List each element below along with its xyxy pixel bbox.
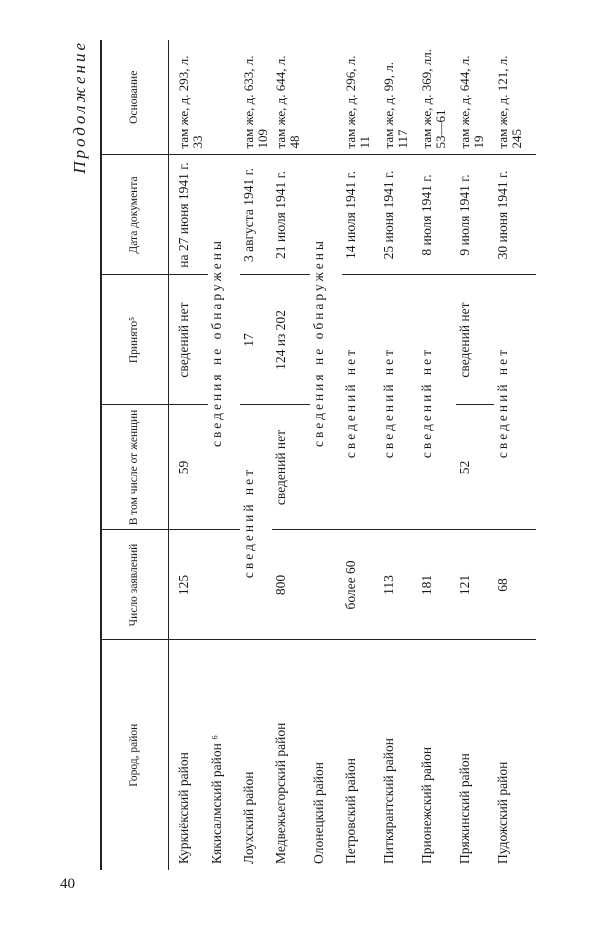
table-row	[342, 40, 380, 870]
merged-note: сведений нет	[494, 275, 536, 530]
header-document-date: Дата документа	[101, 155, 169, 275]
document-date: 25 июня 1941 г.	[380, 155, 418, 275]
header-women-count: В том числе от женщин	[101, 405, 169, 530]
applications-count: 800	[272, 530, 310, 640]
registration-table	[100, 40, 536, 870]
accepted-value: сведений нет	[456, 275, 494, 405]
basis-reference: там же, д. 293, л. 33	[169, 40, 208, 155]
district-name: Куркиёкский район	[176, 752, 191, 864]
accepted-value: 124 из 202	[272, 275, 310, 405]
merged-note: сведения не обнаружены	[310, 155, 342, 530]
document-date: 21 июля 1941 г.	[272, 155, 310, 275]
table-row	[272, 40, 310, 870]
district-name: Петровский район	[343, 758, 359, 864]
applications-count: более 60	[342, 530, 380, 640]
document-date: 8 июля 1941 г.	[418, 155, 456, 275]
applications-count: 121	[456, 530, 494, 640]
accepted-value: 17	[240, 275, 273, 405]
accepted-value: сведений нет	[169, 275, 208, 405]
table-row	[208, 40, 240, 870]
merged-note: сведений нет	[240, 405, 273, 640]
table-row	[418, 40, 456, 870]
district-name: Кякисалмский район ⁶	[208, 735, 224, 864]
rotated-table-block	[70, 40, 540, 870]
continued-label: Продолжение	[70, 40, 89, 174]
document-date: 14 июля 1941 г.	[342, 155, 380, 275]
header-city-district: Город, район	[101, 640, 169, 870]
applications-count: 125	[169, 530, 208, 640]
basis-reference: там же, д. 644, л. 48	[272, 40, 310, 155]
district-name: Пудожский район	[495, 761, 511, 864]
document-date: 3 августа 1941 г.	[240, 155, 273, 275]
applications-count: 68	[494, 530, 536, 640]
basis-reference: там же, д. 644, л. 19	[456, 40, 494, 155]
basis-reference: там же, д. 369, лл. 53—61	[418, 40, 456, 155]
merged-note: сведений нет	[418, 275, 456, 530]
table-row	[380, 40, 418, 870]
women-count: 52	[456, 405, 494, 530]
table-row	[456, 40, 494, 870]
document-date: на 27 июня 1941 г.	[169, 155, 208, 275]
district-name: Прионежский район	[419, 746, 435, 864]
district-name: Пряжинский район	[457, 753, 473, 864]
header-applications-count: Число заявлений	[101, 530, 169, 640]
applications-count: 181	[418, 530, 456, 640]
merged-note: сведения не обнаружены	[208, 155, 240, 530]
district-name: Медвежьегорский район	[273, 722, 289, 864]
document-date: 30 июня 1941 г.	[494, 155, 536, 275]
table-header-row	[101, 40, 169, 870]
document-date: 9 июля 1941 г.	[456, 155, 494, 275]
merged-note: сведений нет	[380, 275, 418, 530]
table-row	[310, 40, 342, 870]
women-count: 59	[169, 405, 208, 530]
district-name: Олонецкий район	[311, 761, 327, 864]
merged-note: сведений нет	[342, 275, 380, 530]
women-count: сведений нет	[272, 405, 310, 530]
basis-reference: там же, д. 633, л. 109	[240, 40, 273, 155]
district-name: Лоухский район	[240, 771, 256, 864]
basis-reference: там же, д. 296, л. 11	[342, 40, 380, 155]
page-number: 40	[60, 876, 75, 892]
district-name: Питкярантский район	[381, 738, 397, 864]
table-row	[240, 40, 273, 870]
table-row	[494, 40, 536, 870]
header-basis: Основание	[101, 40, 169, 155]
header-accepted: Принято⁵	[101, 275, 169, 405]
table-row	[169, 40, 208, 870]
basis-reference: там же, д. 121, л. 245	[494, 40, 536, 155]
basis-reference: там же, д. 99, л. 117	[380, 40, 418, 155]
applications-count: 113	[380, 530, 418, 640]
